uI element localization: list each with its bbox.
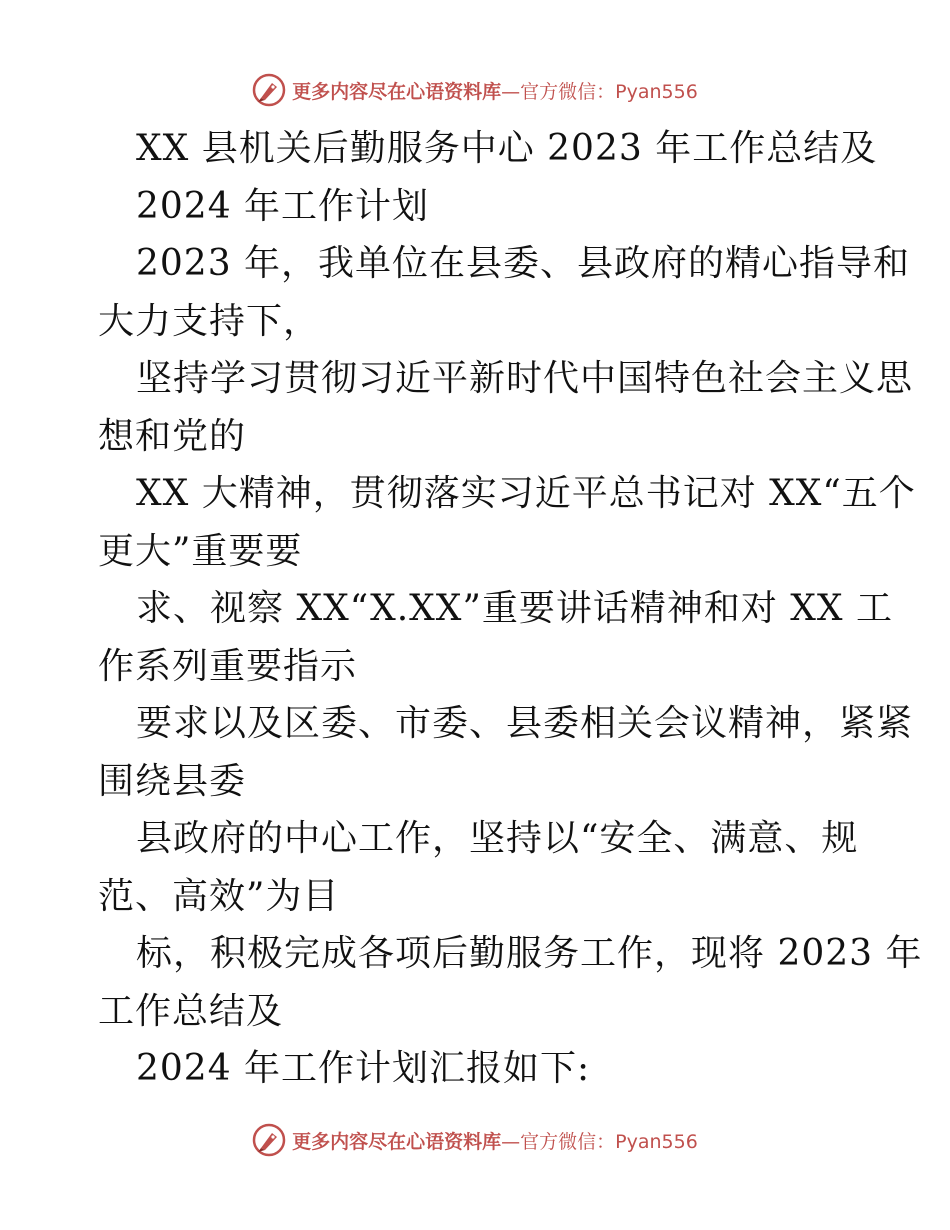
paragraph-line: 县政府的中心工作，坚持以“安全、满意、规 <box>136 818 859 859</box>
document-title-line-2: 2024 年工作计划 <box>136 185 430 227</box>
paragraph-line: 2023 年，我单位在县委、县政府的精心指导和 <box>136 243 911 284</box>
paragraph-line: 围绕县委 <box>98 760 247 802</box>
paragraph-line: 想和党的 <box>98 415 247 457</box>
paragraph-line: 坚持学习贯彻习近平新时代中国特色社会主义思 <box>136 358 914 399</box>
watermark-dash: — <box>501 1130 521 1153</box>
footer-watermark <box>0 1120 950 1160</box>
watermark-dash: — <box>501 80 521 103</box>
header-watermark <box>0 70 950 110</box>
paragraph-line: 求、视察 XX“X.XX”重要讲话精神和对 XX 工 <box>136 588 893 629</box>
paragraph-line: 要求以及区委、市委、县委相关会议精神，紧紧 <box>136 703 914 744</box>
paragraph-line: 工作总结及 <box>98 990 284 1032</box>
document-title-line-1: XX 县机关后勤服务中心 2023 年工作总结及 <box>136 128 878 169</box>
watermark-contact-text: 官方微信：Pyan556 <box>520 1130 698 1153</box>
pen-nib-logo-icon <box>252 73 286 107</box>
watermark-contact-text: 官方微信：Pyan556 <box>520 80 698 103</box>
paragraph-line: 作系列重要指示 <box>98 645 358 687</box>
paragraph-line: 2024 年工作计划汇报如下: <box>136 1048 591 1089</box>
paragraph-line: XX 大精神，贯彻落实习近平总书记对 XX“五个 <box>136 473 916 514</box>
watermark-text <box>292 77 698 104</box>
paragraph-line: 更大”重要要 <box>98 530 303 572</box>
watermark-text <box>292 1127 698 1154</box>
paragraph-line: 标，积极完成各项后勤服务工作，现将 2023 年 <box>136 933 923 974</box>
paragraph-line: 大力支持下， <box>98 300 321 342</box>
document-body <box>98 120 923 1098</box>
watermark-main-text: 更多内容尽在心语资料库 <box>292 1130 502 1153</box>
paragraph-line: 范、高效”为目 <box>98 875 340 917</box>
pen-nib-logo-icon <box>252 1123 286 1157</box>
watermark-main-text: 更多内容尽在心语资料库 <box>292 80 502 103</box>
